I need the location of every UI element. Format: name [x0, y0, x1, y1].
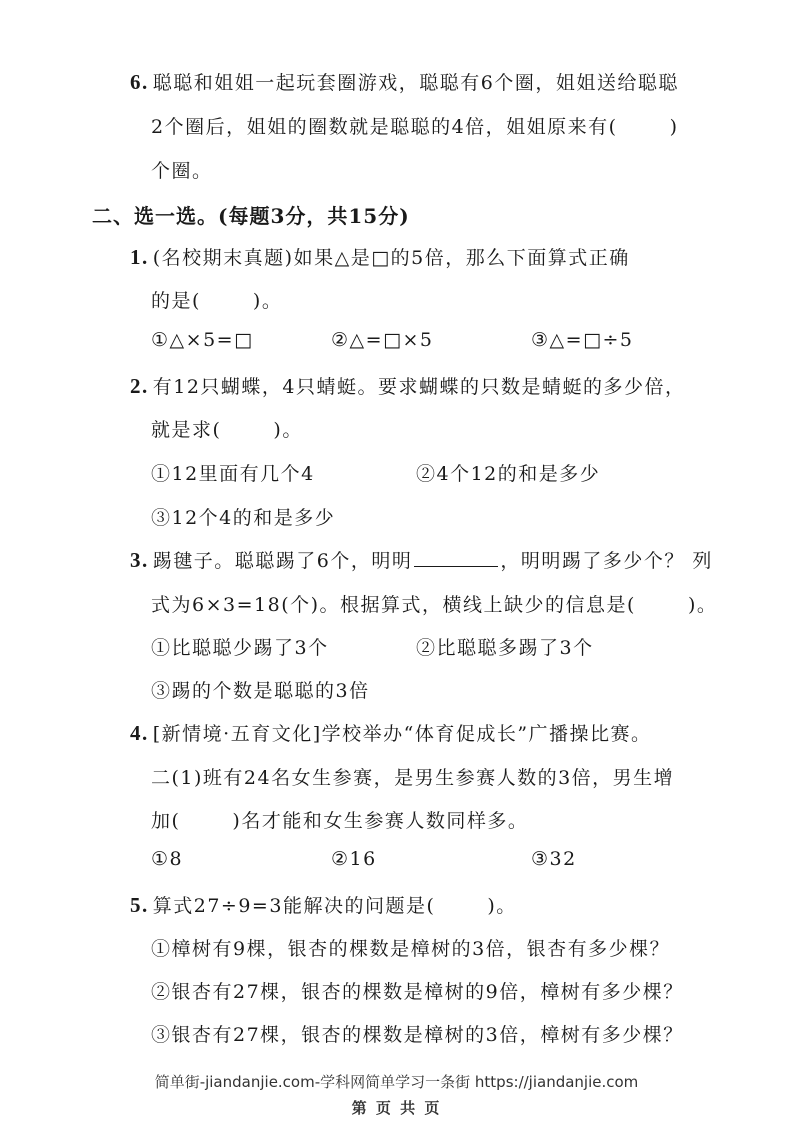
s5-number: 5.	[130, 893, 149, 917]
s2-text-2a: 就是求(	[151, 419, 222, 441]
s3-option-1: ①比聪聪少踢了3个	[151, 637, 329, 659]
s2-option-2: ②4个12的和是多少	[416, 463, 601, 485]
s4-text-1: [新情境·五育文化]学校举办“体育促成长”广播操比赛。	[152, 723, 652, 745]
s3-number: 3.	[130, 548, 149, 572]
s3-line1	[130, 546, 713, 573]
q6-paren-close: )	[669, 116, 679, 138]
s3-line2	[151, 590, 717, 617]
s1-text-1: (名校期末真题)如果△是□的5倍，那么下面算式正确	[152, 247, 630, 269]
s3-option-3: ③踢的个数是聪聪的3倍	[151, 680, 370, 702]
s1-option-2: ②△=□×5	[331, 329, 434, 351]
s2-line1	[130, 372, 686, 399]
s2-text-1: 有12只蝴蝶，4只蜻蜓。要求蝴蝶的只数是蜻蜓的多少倍，	[152, 376, 686, 398]
q6-text-3: 个圈。	[151, 160, 213, 182]
s3-text-2a: 式为6×3=18(个)。根据算式，横线上缺少的信息是(	[151, 594, 636, 616]
s2-option-3: ③12个4的和是多少	[151, 507, 336, 529]
s5-text-1a: 算式27÷9=3能解决的问题是(	[152, 895, 436, 917]
s5-line1	[130, 891, 517, 918]
s4-text-3a: 加(	[151, 810, 181, 832]
s2-number: 2.	[130, 374, 149, 398]
s4-line2: 二(1)班有24名女生参赛，是男生参赛人数的3倍，男生增	[151, 767, 675, 789]
s4-option-3: ③32	[531, 848, 577, 870]
q6-line2	[151, 112, 679, 139]
page-number: 第 页 共 页	[351, 1099, 442, 1117]
s4-option-2: ②16	[331, 848, 377, 870]
s1-option-3: ③△=□÷5	[531, 329, 634, 351]
s5-option-1: ①樟树有9棵，银杏的棵数是樟树的3倍，银杏有多少棵？	[151, 938, 671, 960]
s5-option-3: ③银杏有27棵，银杏的棵数是樟树的3倍，樟树有多少棵？	[151, 1024, 684, 1046]
s3-text-1b: ，明明踢了多少个？ 列	[500, 550, 713, 572]
s4-option-1: ①8	[151, 848, 184, 870]
s4-text-3b: )名才能和女生参赛人数同样多。	[232, 810, 529, 832]
s4-line3	[151, 806, 528, 833]
s5-option-2: ②银杏有27棵，银杏的棵数是樟树的9倍，樟树有多少棵？	[151, 981, 684, 1003]
s1-line2	[151, 286, 282, 313]
q6-text-2: 2个圈后，姐姐的圈数就是聪聪的4倍，姐姐原来有(	[151, 116, 618, 138]
s3-text-1a: 踢毽子。聪聪踢了6个，明明	[152, 550, 413, 572]
s3-option-2: ②比聪聪多踢了3个	[416, 637, 594, 659]
s4-line1	[130, 719, 652, 746]
watermark-footer: 简单街-jiandanjie.com-学科网简单学习一条街 https://jiandanjie.com	[154, 1073, 639, 1091]
fill-in-line[interactable]	[414, 546, 498, 567]
s2-text-2b: )。	[273, 419, 303, 441]
s3-text-2b: )。	[687, 594, 718, 616]
s1-line1	[130, 243, 630, 270]
section-title: 二、选一选。(每题3分，共15分)	[92, 204, 410, 228]
s4-number: 4.	[130, 721, 149, 745]
s5-text-1b: )。	[487, 895, 517, 917]
q6-line1	[130, 68, 679, 95]
s1-text-2a: 的是(	[151, 290, 201, 312]
s1-option-1: ①△×5=□	[151, 329, 254, 351]
s2-line2	[151, 415, 303, 442]
s1-number: 1.	[130, 245, 149, 269]
s1-text-2b: )。	[252, 290, 283, 312]
s2-option-1: ①12里面有几个4	[151, 463, 315, 485]
q6-number: 6.	[130, 70, 149, 94]
q6-text-1: 聪聪和姐姐一起玩套圈游戏，聪聪有6个圈，姐姐送给聪聪	[152, 72, 679, 94]
q6-line3	[151, 156, 213, 183]
